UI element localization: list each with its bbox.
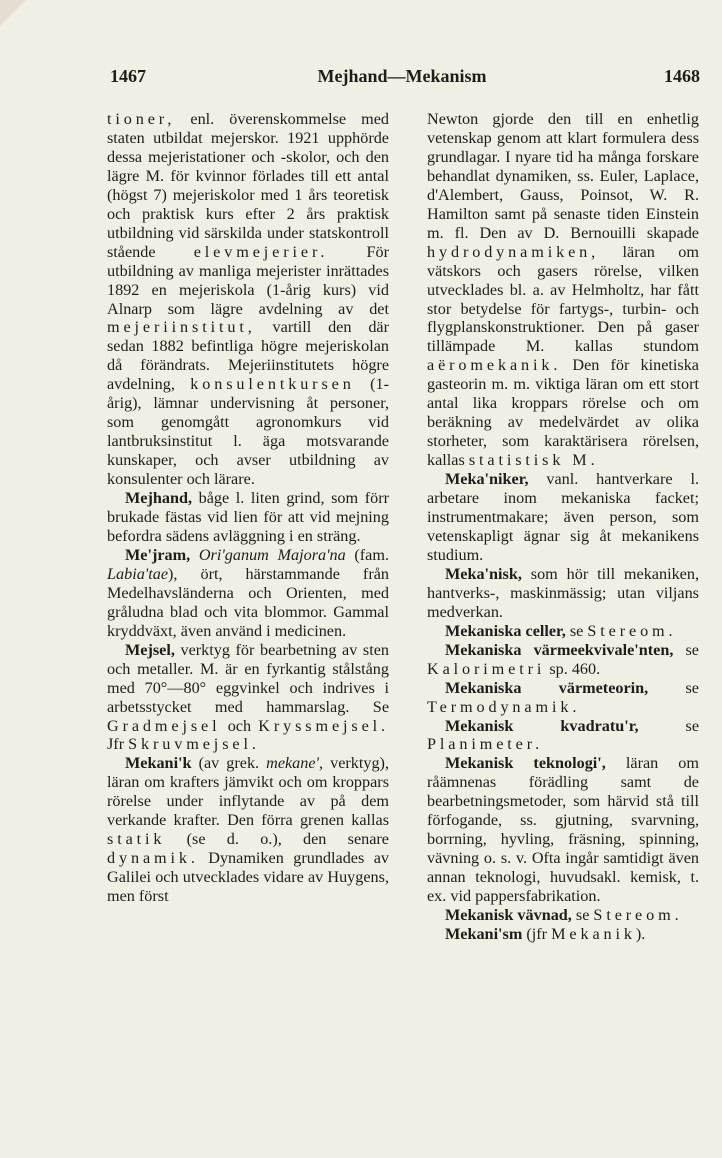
cross-reference: Mekanik (551, 924, 636, 943)
headword: Mekani'k (125, 754, 192, 773)
cross-reference: dynamik. (107, 849, 199, 868)
entry-mekaniska-celler: Mekaniska celler, se Stereom. (445, 621, 677, 640)
cross-reference: aëromekanik. (427, 356, 562, 375)
cross-reference: Skruvmejsel. (128, 735, 260, 754)
cross-reference: Kryssmejsel. (258, 716, 389, 735)
headword: Mejhand, (125, 489, 193, 508)
headword: Mejsel, (125, 640, 175, 659)
running-title: Mejhand—Mekanism (317, 66, 487, 86)
headword: Me'jram, (125, 545, 191, 564)
entry-mejeri-continuation: tioner, enl. överenskommelse med staten utbildat mejerskor. 1921 upphörde dessa mejeristationer och -skolor, och den lägre M. för kvinnor förlades till ett antal (högst 7) mejeriskolor med 1 års teoretisk och praktisk kurs efter 2 års praktisk utbildning vid särskilda under statskontroll stående elevmejerier. För utbildning av manliga mejerister inrättades 1892 en mejeriskola (1-årig kurs) vid Alnarp som lägre avdelning av det mejeriinstitut, vartill den där sedan 1882 befintliga högre mejeriskolan då förändrats. Mejeriinstitutets högre avdelning, konsulentkursen (1-årig), lämnar undervisning åt personer, som genomgått agronomkurs vid lantbruksinstitut l. äga motsvarande kunskaper, och avser utbildning av konsulenter och lärare. (107, 110, 389, 489)
left-column (107, 110, 389, 906)
page-header (104, 64, 700, 94)
cross-reference: Gradmejsel (107, 716, 221, 735)
cross-reference: statik (107, 830, 166, 849)
page-corner-fold (0, 0, 26, 26)
entry-vavnad: Mekanisk vävnad, se Stereom. (445, 906, 683, 925)
headword: Mekanisk kvadratu'r, (445, 716, 639, 735)
headword: Mekanisk vävnad, (445, 906, 572, 925)
headword: Mekaniska värmeteorin, (445, 678, 649, 697)
headword: Mekaniska celler, (445, 621, 566, 640)
entry-varmeekvivalenten: Mekaniska värmeekvivale'nten, se Kalorimetri sp. 460. (427, 640, 699, 678)
headword: Mekaniska värmeekvivale'nten, (445, 640, 674, 659)
entry-mejhand: Mejhand, båge l. liten grind, som förr brukade fästas vid lien för att vid mejning befordra sädens avläggning i en sträng. (107, 489, 389, 545)
right-column (427, 110, 699, 944)
cross-reference: Planimeter. (427, 735, 544, 754)
headword: Mekanisk teknologi', (445, 754, 606, 773)
page-number-left: 1467 (110, 66, 146, 86)
entry-mekanik: Mekani'k (av grek. mekane', verktyg), läran om krafters jämvikt och om kroppars rörelse under inflytande av på dem verkande krafter. Den förra grenen kallas statik (se d. o.), den senare dynamik. Dynamiken grundlades av Galilei och utvecklades vidare av Huygens, men först (107, 754, 389, 906)
cross-reference: Kalorimetri (427, 659, 546, 678)
cross-reference: Stereom. (587, 621, 677, 640)
headword: Meka'niker, (445, 470, 529, 489)
entry-varmeteorin: Mekaniska värmeteorin, se Termodynamik. (427, 678, 699, 716)
entry-mekanisk: Meka'nisk, som hör till mekaniken, hantverks-, maskinmässig; utan viljans medverkan. (427, 564, 699, 621)
cross-reference: Stereom. (593, 906, 683, 925)
entry-mekanik-continuation: Newton gjorde den till en enhetlig vetenskap genom att klart formulera dess grundlagar. I nyare tid ha många forskare behandlat dynamiken, ss. Euler, Laplace, d'Alembert, Gauss, Poinsot, W. R. Hamilton samt på senaste tiden Einstein m. fl. Den av D. Bernouilli skapade hydrodynamiken, läran om vätskors och gasers rörelse, vilken utvecklades bl. a. av Helmholtz, har fått stor betydelse för fartygs-, turbin- och flygplanskonstruktioner. Den på gaser tillämpade M. kallas stundom aëromekanik. Den för kinetiska gasteorin m. m. viktiga läran om ett stort antal lika kroppars rörelse och om beräkning av medelvärdet av olika storheter, som karaktärisera rörelsen, kallas statistisk M. (427, 110, 699, 470)
entry-kvadratur: Mekanisk kvadratu'r, se Planimeter. (427, 716, 699, 754)
headword: Mekani'sm (445, 924, 523, 943)
headword: Meka'nisk, (445, 564, 522, 583)
cross-reference: Termodynamik. (427, 697, 581, 716)
entry-mejsel: Mejsel, verktyg för bearbetning av sten och metaller. M. är en fyrkantig stålstång med 70°—80° eggvinkel och indrives i arbetsstycket med hammarslag. Se Gradmejsel och Kryssmejsel. Jfr Skruvmejsel. (107, 640, 389, 754)
entry-teknologi: Mekanisk teknologi', läran om råämnenas förädling samt de bearbetningsmetoder, som härvid stå till förfogande, ss. gjutning, svarvning, borrning, hyvling, fräsning, spinning, vävning o. s. v. Ofta ingår samtidigt även annan teknologi, huvudsakl. kemisk, t. ex. vid pappersfabrikation. (427, 754, 699, 906)
entry-mekanism: Mekani'sm (jfr Mekanik). (445, 924, 646, 943)
cross-reference: statistisk M. (468, 451, 599, 470)
page-number-right: 1468 (664, 66, 700, 86)
entry-mekaniker: Meka'niker, vanl. hantverkare l. arbetare inom mekaniska facket; instrumentmakare; även person, som vetenskapligt ägnar sig åt mekanikens studium. (427, 470, 699, 564)
cross-reference: hydrodynamiken, (427, 242, 600, 261)
entry-mejram: Me'jram, Ori'ganum Majora'na (fam. Labia'tae), ört, härstammande från Medelhavsländerna och Orienten, med gråludna blad och vita blommor. Gammal kryddväxt, även använd i medicinen. (107, 545, 389, 640)
